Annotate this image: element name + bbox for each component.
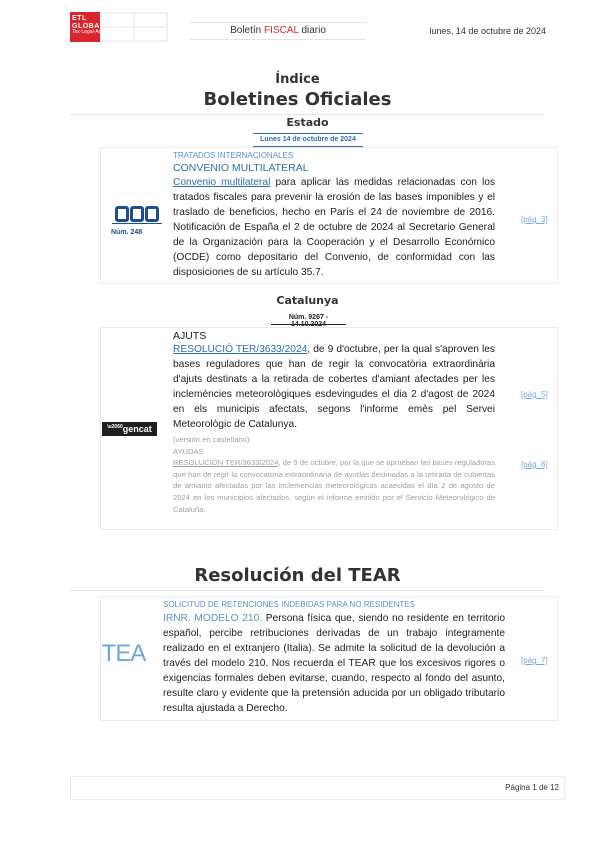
page-ref-link[interactable]: [pág. 3] [521,215,548,224]
resolucion-link[interactable]: RESOLUCIÓN TER/3633/2024 [173,458,279,468]
etl-global-logo [70,12,168,42]
castellano-body-text: , de 9 de octubre, por la que se aprueban las bases reguladoras que han de regir la convocatoria extraordinaria de ayudas destinadas a la retirada de cubiertas de amianto afectadas por las inclemencias meteorológicas acaecidas el día 2 de agosto de 2024 en los municipios afectados, según el informe emitido por el Servicio Meteorológico de Cataluña. [173,458,495,514]
boletines-heading: Boletines Oficiales [203,89,392,110]
convenio-link[interactable]: Convenio multilateral [173,177,271,188]
tear-heading: Resolución del TEAR [194,565,401,586]
entry-body [173,175,495,280]
page-ref-link[interactable]: [pág. 5] [521,390,548,399]
estado-label: Estado [286,116,329,129]
entry-body-text: para aplicar las medidas relacionadas con los tratados fiscales para prevenir la erosión de las bases imponibles y el traslado de beneficios, hecho en París el 24 de noviembre de 2016. Notificación de España el 2 de octubre de 2024 al Secretario General de la Organización para la Cooperación y el Desarrollo Económico (OCDE) como depositario del Convenio, de conformidad con las disposiciones de su artículo 35.7. [173,177,495,278]
page-ref-link-castellano[interactable]: [pág. 6] [521,460,548,469]
entry-body-text: , de 9 d'octubre, per la qual s'aproven les bases reguladores que han de regir la convocatòria extraordinària d'ajuts destinats a la retirada de cobertes d'amiant afectades per les inclemències meteorològiques esdevingudes el dia 2 d'agost de 2024 en els municipis afectats, segons l'informe emès pel Servei Meteorològic de Catalunya. [173,344,496,430]
catalunya-date-chip: Núm. 9267 - 14.10.2024 [271,312,346,325]
logo-global-text: GLOBAL [72,22,105,30]
gencat-logo [107,420,152,438]
estado-entry [100,147,558,284]
bulletin-title-fiscal: FISCAL [264,25,299,36]
entry-category: AJUTS [173,330,207,342]
bulletin-title [190,22,366,40]
logo-etl-text: ETL [72,15,87,22]
header-date: lunes, 14 de octubre de 2024 [429,26,546,36]
index-label: Índice [275,72,320,87]
entry-body-text: Persona física que, siendo no residente en territorio español, percibe retribuciones derivadas de un trabajo íntegramente realizado en el extranjero (Italia). Se admite la solicitud de la devolución a través del modelo 210. Nos recuerda el TEAR que los excesivos rigores o exigencias formales deben evitarse, cuando, respecto al fondo del asunto, resulte claro y evidente que la pretensión aducida por un obligado tributario resulta ajustada a Derecho. [163,613,506,714]
estado-date-chip: Lunes 14 de octubre de 2024 [253,133,363,147]
entry-body [173,342,495,432]
castellano-category: AYUDAS [173,446,204,456]
tea-logo-text: TEA [101,640,146,667]
entry-title: CONVENIO MULTILATERAL [173,162,309,174]
boe-icon [115,206,159,222]
boe-logo [111,198,163,243]
boe-number: Núm. 248 [111,228,143,236]
tea-logo [101,639,146,669]
bulletin-title-pre: Boletín [230,25,262,36]
logo-tagline: Tax·Legal·Audit [72,29,107,36]
resolucio-link[interactable]: RESOLUCIÓ TER/3633/2024 [173,344,308,355]
divider [70,114,545,115]
castellano-body [173,457,495,515]
bulletin-title-post: diario [301,25,326,36]
tear-entry-text [163,600,505,716]
catalunya-label: Catalunya [276,294,339,307]
logo-grid [100,12,168,42]
tear-lead: IRNR. MODELO 210. [163,613,263,624]
entry-body [163,611,505,716]
estado-entry-text [173,151,495,280]
gencat-text: gencat [122,424,152,434]
divider [70,590,545,591]
page-footer [70,776,565,800]
catalunya-entry-text [173,330,495,515]
boe-underline [112,223,162,224]
logo-red-block [70,12,107,42]
page-number: Página 1 de 12 [505,783,559,792]
page-ref-link[interactable]: [pág. 7] [521,656,548,665]
castellano-note: (versión en castellano) [173,435,250,444]
catalunya-entry [100,327,558,530]
gencat-badge: $^{\backslash u2060}$gencat [102,422,157,436]
entry-category: SOLICITUD DE RETENCIONES INDEBIDAS PARA NO RESIDENTES [163,600,415,609]
tear-entry [100,596,558,721]
entry-category: TRATADOS INTERNACIONALES [173,151,294,160]
